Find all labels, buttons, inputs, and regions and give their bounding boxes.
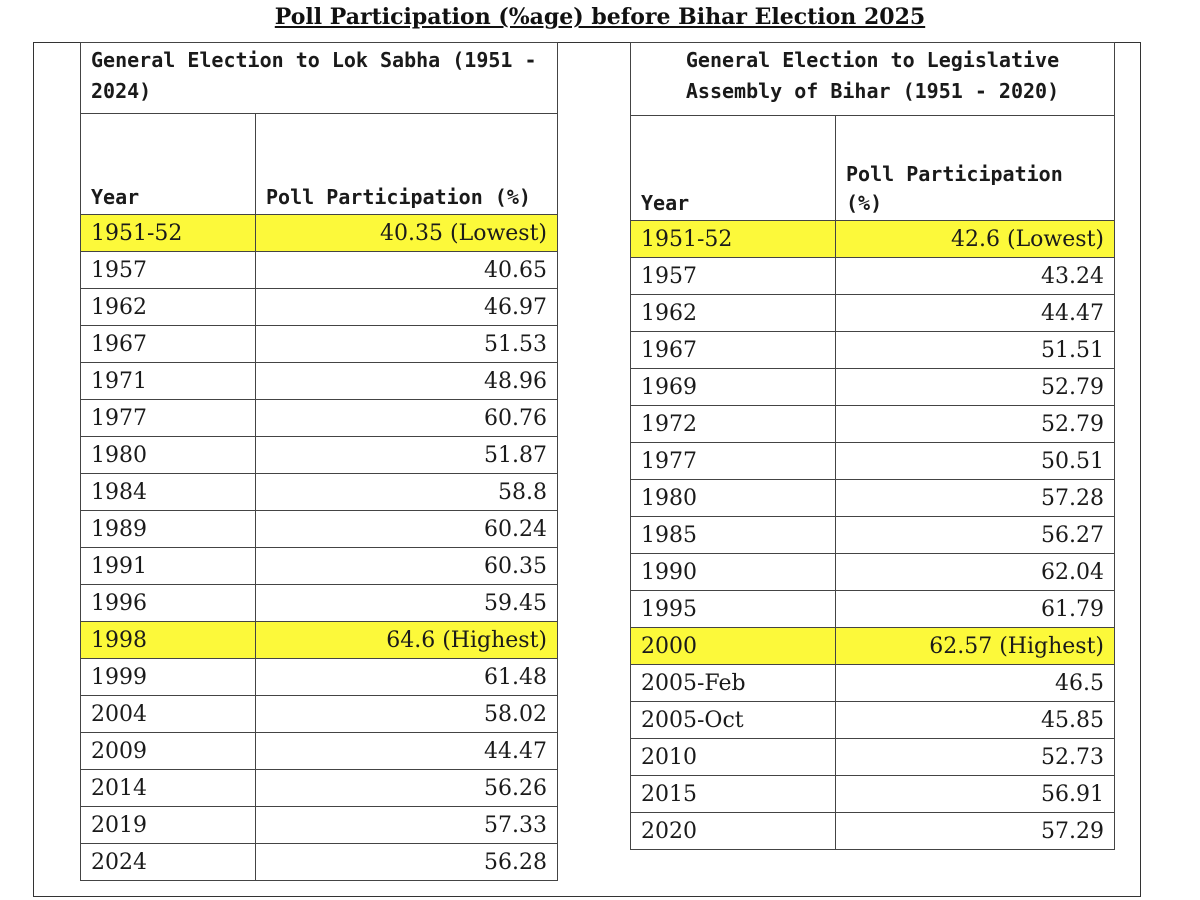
participation-cell: 42.6 (Lowest) <box>836 221 1115 258</box>
participation-cell: 60.24 <box>256 511 558 548</box>
year-cell: 1962 <box>631 295 836 332</box>
participation-cell: 46.5 <box>836 665 1115 702</box>
lok-sabha-year-header: Year <box>81 114 256 215</box>
participation-cell: 62.04 <box>836 554 1115 591</box>
table-row <box>631 295 1115 332</box>
year-cell: 2004 <box>81 696 256 733</box>
participation-cell: 57.28 <box>836 480 1115 517</box>
table-row <box>81 548 558 585</box>
year-cell: 2024 <box>81 844 256 881</box>
table-row <box>81 844 558 881</box>
participation-cell: 44.47 <box>256 733 558 770</box>
participation-cell: 45.85 <box>836 702 1115 739</box>
participation-cell: 40.35 (Lowest) <box>256 215 558 252</box>
table-row <box>631 332 1115 369</box>
table-row <box>631 406 1115 443</box>
year-cell: 2000 <box>631 628 836 665</box>
table-row <box>81 215 558 252</box>
participation-cell: 51.87 <box>256 437 558 474</box>
table-row <box>81 807 558 844</box>
table-row <box>81 400 558 437</box>
year-cell: 1998 <box>81 622 256 659</box>
bihar-assembly-participation-header: Poll Participation (%) <box>836 116 1115 221</box>
year-cell: 1980 <box>81 437 256 474</box>
year-cell: 2015 <box>631 776 836 813</box>
table-row <box>81 252 558 289</box>
participation-cell: 59.45 <box>256 585 558 622</box>
year-cell: 1991 <box>81 548 256 585</box>
participation-cell: 57.29 <box>836 813 1115 850</box>
year-cell: 2010 <box>631 739 836 776</box>
participation-cell: 61.48 <box>256 659 558 696</box>
year-cell: 2019 <box>81 807 256 844</box>
year-cell: 1967 <box>81 326 256 363</box>
table-row <box>81 289 558 326</box>
participation-cell: 60.35 <box>256 548 558 585</box>
year-cell: 1957 <box>631 258 836 295</box>
lok-sabha-participation-header: Poll Participation (%) <box>256 114 558 215</box>
table-row <box>81 326 558 363</box>
table-row <box>81 585 558 622</box>
year-cell: 1957 <box>81 252 256 289</box>
participation-cell: 40.65 <box>256 252 558 289</box>
table-row <box>81 363 558 400</box>
table-row <box>631 258 1115 295</box>
table-row <box>631 702 1115 739</box>
year-cell: 1990 <box>631 554 836 591</box>
year-cell: 1951-52 <box>631 221 836 258</box>
year-cell: 1977 <box>81 400 256 437</box>
participation-cell: 48.96 <box>256 363 558 400</box>
participation-cell: 58.8 <box>256 474 558 511</box>
table-row <box>81 622 558 659</box>
participation-cell: 43.24 <box>836 258 1115 295</box>
participation-cell: 50.51 <box>836 443 1115 480</box>
lok-sabha-table <box>80 42 558 881</box>
participation-cell: 56.28 <box>256 844 558 881</box>
participation-cell: 52.79 <box>836 369 1115 406</box>
bihar-assembly-heading: General Election to Legislative Assembly of Bihar (1951 - 2020) <box>631 43 1115 116</box>
table-row <box>631 813 1115 850</box>
page-title: Poll Participation (%age) before Bihar Election 2025 <box>274 4 926 30</box>
year-cell: 1971 <box>81 363 256 400</box>
table-row <box>631 517 1115 554</box>
participation-cell: 52.73 <box>836 739 1115 776</box>
year-cell: 1984 <box>81 474 256 511</box>
bihar-assembly-table <box>630 42 1115 850</box>
year-cell: 1962 <box>81 289 256 326</box>
participation-cell: 56.26 <box>256 770 558 807</box>
participation-cell: 52.79 <box>836 406 1115 443</box>
participation-cell: 56.91 <box>836 776 1115 813</box>
participation-cell: 60.76 <box>256 400 558 437</box>
table-row <box>81 696 558 733</box>
table-row <box>631 554 1115 591</box>
bihar-assembly-year-header: Year <box>631 116 836 221</box>
year-cell: 1951-52 <box>81 215 256 252</box>
year-cell: 2009 <box>81 733 256 770</box>
year-cell: 1985 <box>631 517 836 554</box>
participation-cell: 61.79 <box>836 591 1115 628</box>
table-row <box>631 665 1115 702</box>
table-row <box>631 480 1115 517</box>
table-row <box>631 739 1115 776</box>
participation-cell: 51.53 <box>256 326 558 363</box>
table-row <box>631 443 1115 480</box>
table-row <box>81 659 558 696</box>
participation-cell: 44.47 <box>836 295 1115 332</box>
table-row <box>81 733 558 770</box>
table-row <box>81 437 558 474</box>
year-cell: 1977 <box>631 443 836 480</box>
participation-cell: 57.33 <box>256 807 558 844</box>
table-row <box>81 474 558 511</box>
participation-cell: 58.02 <box>256 696 558 733</box>
year-cell: 1999 <box>81 659 256 696</box>
year-cell: 1996 <box>81 585 256 622</box>
table-row <box>631 628 1115 665</box>
participation-cell: 51.51 <box>836 332 1115 369</box>
table-row <box>631 591 1115 628</box>
table-row <box>631 776 1115 813</box>
year-cell: 2014 <box>81 770 256 807</box>
year-cell: 1967 <box>631 332 836 369</box>
participation-cell: 62.57 (Highest) <box>836 628 1115 665</box>
year-cell: 2005-Oct <box>631 702 836 739</box>
participation-cell: 46.97 <box>256 289 558 326</box>
table-row <box>631 221 1115 258</box>
table-row <box>81 511 558 548</box>
year-cell: 1989 <box>81 511 256 548</box>
table-row <box>81 770 558 807</box>
lok-sabha-heading: General Election to Lok Sabha (1951 - 2024) <box>81 43 558 114</box>
year-cell: 2005-Feb <box>631 665 836 702</box>
participation-cell: 56.27 <box>836 517 1115 554</box>
year-cell: 1995 <box>631 591 836 628</box>
year-cell: 1969 <box>631 369 836 406</box>
year-cell: 1980 <box>631 480 836 517</box>
year-cell: 2020 <box>631 813 836 850</box>
participation-cell: 64.6 (Highest) <box>256 622 558 659</box>
year-cell: 1972 <box>631 406 836 443</box>
table-row <box>631 369 1115 406</box>
